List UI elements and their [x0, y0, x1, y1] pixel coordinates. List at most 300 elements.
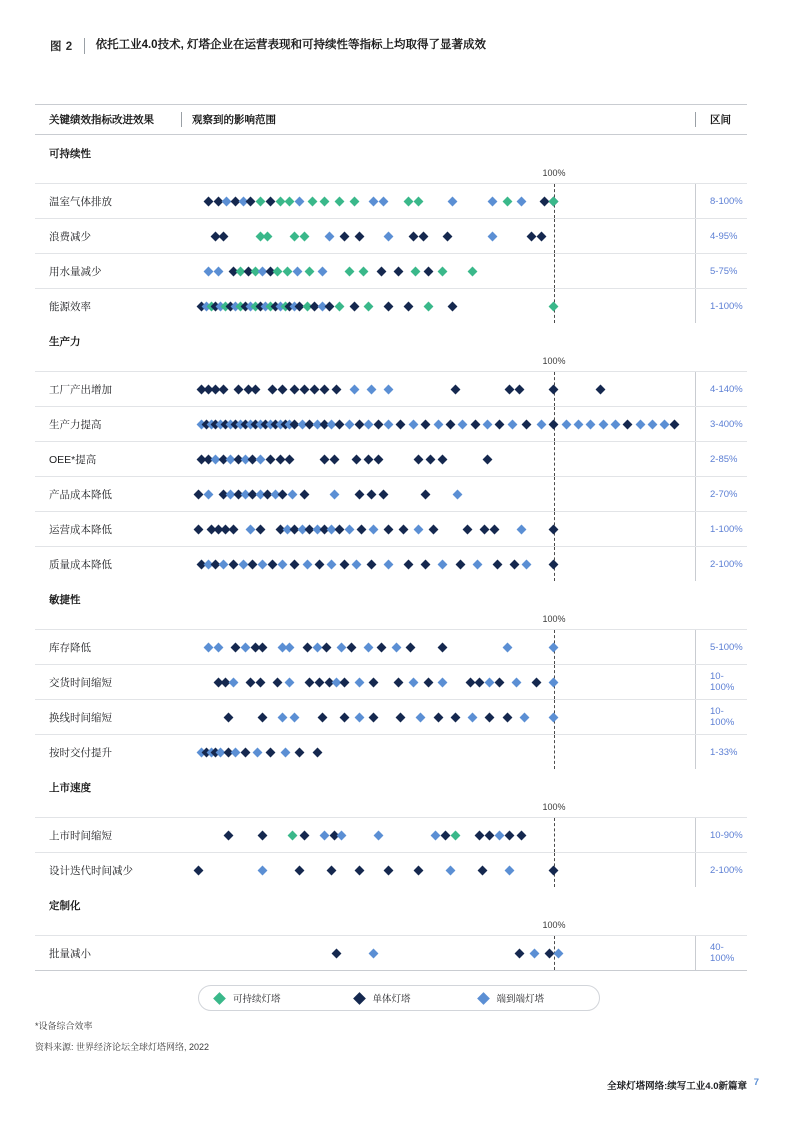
data-point	[250, 384, 260, 394]
data-point	[428, 524, 438, 534]
group-rows	[35, 183, 747, 323]
table-row	[35, 371, 747, 406]
data-point	[241, 747, 251, 757]
data-point	[492, 559, 502, 569]
data-point	[408, 419, 418, 429]
data-point	[421, 489, 431, 499]
data-point	[423, 266, 433, 276]
data-point	[473, 559, 483, 569]
legend-label: 端到端灯塔	[496, 994, 545, 1005]
kpi-plot	[181, 735, 695, 769]
kpi-plot	[181, 289, 695, 323]
kpi-plot	[181, 219, 695, 253]
reference-line-label: 100%	[542, 802, 566, 812]
data-point	[399, 524, 409, 534]
data-point	[334, 524, 344, 534]
data-point	[290, 712, 300, 722]
data-point	[258, 830, 268, 840]
data-point	[339, 677, 349, 687]
data-point	[255, 524, 265, 534]
reference-line-label: 100%	[542, 168, 566, 178]
chart-group	[35, 769, 747, 887]
data-point	[322, 642, 332, 652]
data-point	[438, 642, 448, 652]
data-point	[445, 419, 455, 429]
data-point	[320, 196, 330, 206]
data-point	[194, 524, 204, 534]
data-point	[369, 712, 379, 722]
caption-divider	[84, 38, 85, 54]
data-point	[255, 196, 265, 206]
interval-value: 1-100%	[695, 289, 747, 323]
data-point	[278, 559, 288, 569]
data-point	[320, 830, 330, 840]
group-title: 上市速度	[49, 782, 91, 794]
group-plot-wrap	[35, 802, 747, 887]
footnote-oee: *设备综合效率	[35, 1021, 93, 1031]
data-point	[384, 559, 394, 569]
data-point	[265, 747, 275, 757]
data-point	[477, 865, 487, 875]
data-point	[339, 559, 349, 569]
data-point	[369, 677, 379, 687]
interval-value: 5-100%	[695, 630, 747, 664]
data-point	[366, 559, 376, 569]
data-point	[263, 231, 273, 241]
data-point	[549, 301, 559, 311]
data-point	[384, 384, 394, 394]
kpi-label: 设计迭代时间减少	[49, 864, 133, 877]
data-point	[213, 266, 223, 276]
data-point	[537, 231, 547, 241]
chart-groups	[35, 135, 747, 970]
legend-item-end-to-end	[479, 991, 545, 1005]
interval-value: 40-100%	[695, 936, 747, 970]
data-point	[517, 524, 527, 534]
data-point	[517, 830, 527, 840]
data-point	[320, 454, 330, 464]
interval-value: 4-140%	[695, 372, 747, 406]
data-point	[295, 196, 305, 206]
interval-value: 1-33%	[695, 735, 747, 769]
kpi-plot	[181, 700, 695, 734]
data-point	[327, 559, 337, 569]
data-point	[423, 301, 433, 311]
group-rows	[35, 935, 747, 970]
data-point	[482, 454, 492, 464]
data-point	[354, 712, 364, 722]
data-point	[549, 712, 559, 722]
kpi-plot	[181, 818, 695, 852]
chart-group	[35, 323, 747, 581]
data-point	[349, 196, 359, 206]
kpi-label: OEE*提高	[49, 453, 97, 466]
data-point	[413, 865, 423, 875]
data-point	[374, 454, 384, 464]
data-point	[505, 384, 515, 394]
data-point	[438, 454, 448, 464]
data-point	[485, 712, 495, 722]
data-point	[292, 266, 302, 276]
data-point	[369, 524, 379, 534]
data-point	[487, 196, 497, 206]
data-point	[394, 266, 404, 276]
data-point	[255, 454, 265, 464]
table-row	[35, 699, 747, 734]
data-point	[448, 196, 458, 206]
group-title: 敏捷性	[49, 594, 81, 606]
data-point	[364, 642, 374, 652]
data-point	[194, 865, 204, 875]
data-point	[561, 419, 571, 429]
data-point	[514, 384, 524, 394]
data-point	[324, 231, 334, 241]
legend-swatch-green-diamond-icon	[213, 992, 226, 1005]
data-point	[369, 948, 379, 958]
data-point	[344, 419, 354, 429]
data-point	[502, 712, 512, 722]
data-point	[317, 712, 327, 722]
data-point	[438, 677, 448, 687]
kpi-plot	[181, 184, 695, 218]
data-point	[549, 384, 559, 394]
table-row	[35, 218, 747, 253]
group-title: 可持续性	[49, 148, 91, 160]
data-point	[258, 712, 268, 722]
data-point	[246, 524, 256, 534]
data-point	[502, 642, 512, 652]
interval-value: 10-90%	[695, 818, 747, 852]
data-point	[384, 301, 394, 311]
data-point	[285, 642, 295, 652]
data-point	[283, 266, 293, 276]
data-point	[455, 559, 465, 569]
interval-value: 2-70%	[695, 477, 747, 511]
data-point	[403, 196, 413, 206]
group-title: 定制化	[49, 900, 81, 912]
data-point	[376, 642, 386, 652]
kpi-label: 交货时间缩短	[49, 676, 112, 689]
data-point	[347, 642, 357, 652]
data-point	[332, 948, 342, 958]
reference-line-label: 100%	[542, 614, 566, 624]
kpi-plot	[181, 372, 695, 406]
data-point	[218, 559, 228, 569]
data-point	[413, 524, 423, 534]
data-point	[495, 677, 505, 687]
data-point	[228, 524, 238, 534]
data-point	[337, 830, 347, 840]
data-point	[334, 196, 344, 206]
data-point	[278, 712, 288, 722]
data-point	[554, 948, 564, 958]
group-plot-wrap	[35, 920, 747, 970]
kpi-impact-chart	[35, 104, 747, 971]
kpi-label: 批量减小	[49, 947, 91, 960]
data-point	[384, 524, 394, 534]
data-point	[339, 231, 349, 241]
data-point	[344, 266, 354, 276]
kpi-plot	[181, 547, 695, 581]
legend-swatch-blue-diamond-icon	[477, 992, 490, 1005]
group-rows	[35, 817, 747, 887]
kpi-label: 换线时间缩短	[49, 711, 112, 724]
table-row	[35, 664, 747, 699]
interval-value: 2-85%	[695, 442, 747, 476]
table-row	[35, 935, 747, 970]
kpi-label: 产品成本降低	[49, 488, 112, 501]
reference-line-label: 100%	[542, 920, 566, 930]
table-row	[35, 546, 747, 581]
data-point	[450, 830, 460, 840]
data-point	[507, 419, 517, 429]
data-point	[295, 865, 305, 875]
data-point	[379, 489, 389, 499]
data-point	[253, 747, 263, 757]
data-point	[278, 489, 288, 499]
data-point	[532, 677, 542, 687]
data-point	[246, 196, 256, 206]
data-point	[423, 677, 433, 687]
group-plot-wrap	[35, 168, 747, 323]
data-point	[265, 454, 275, 464]
footnote-source: 资料来源: 世界经济论坛全球灯塔网络, 2022	[35, 1042, 210, 1052]
header-interval: 区间	[695, 112, 747, 127]
data-point	[517, 196, 527, 206]
data-point	[349, 301, 359, 311]
data-point	[396, 712, 406, 722]
data-point	[438, 559, 448, 569]
group-title: 生产力	[49, 336, 81, 348]
interval-value: 1-100%	[695, 512, 747, 546]
data-point	[411, 266, 421, 276]
group-plot-wrap	[35, 614, 747, 769]
table-row	[35, 288, 747, 323]
data-point	[505, 865, 515, 875]
data-point	[300, 830, 310, 840]
reference-line	[554, 477, 555, 511]
data-point	[519, 712, 529, 722]
data-point	[280, 747, 290, 757]
data-point	[312, 747, 322, 757]
kpi-label: 按时交付提升	[49, 746, 112, 759]
table-row	[35, 629, 747, 664]
data-point	[522, 559, 532, 569]
chart-group	[35, 887, 747, 970]
data-point	[413, 196, 423, 206]
data-point	[366, 384, 376, 394]
reference-label-strip	[35, 168, 747, 183]
kpi-plot	[181, 665, 695, 699]
data-point	[421, 419, 431, 429]
data-point	[403, 559, 413, 569]
data-point	[426, 454, 436, 464]
data-point	[246, 677, 256, 687]
data-point	[502, 196, 512, 206]
data-point	[623, 419, 633, 429]
data-point	[574, 419, 584, 429]
header-impact-range: 观察到的影响范围	[181, 112, 695, 127]
data-point	[278, 384, 288, 394]
data-point	[349, 384, 359, 394]
data-point	[549, 196, 559, 206]
data-point	[406, 642, 416, 652]
kpi-label: 用水量减少	[49, 265, 102, 278]
table-row	[35, 476, 747, 511]
interval-value: 10-100%	[695, 700, 747, 734]
data-point	[317, 266, 327, 276]
kpi-label: 质量成本降低	[49, 558, 112, 571]
data-point	[300, 231, 310, 241]
data-point	[352, 454, 362, 464]
table-row	[35, 406, 747, 441]
reference-label-strip	[35, 920, 747, 935]
data-point	[258, 865, 268, 875]
data-point	[586, 419, 596, 429]
interval-value: 4-95%	[695, 219, 747, 253]
chart-group	[35, 581, 747, 769]
kpi-label: 运营成本降低	[49, 523, 112, 536]
table-row	[35, 511, 747, 546]
figure-number: 图 2	[50, 41, 73, 53]
data-point	[421, 559, 431, 569]
table-row	[35, 817, 747, 852]
data-point	[354, 677, 364, 687]
data-point	[354, 865, 364, 875]
data-point	[468, 712, 478, 722]
data-point	[213, 642, 223, 652]
data-point	[223, 712, 233, 722]
table-row	[35, 183, 747, 218]
data-point	[327, 865, 337, 875]
data-point	[329, 489, 339, 499]
data-point	[448, 301, 458, 311]
data-point	[334, 419, 344, 429]
data-point	[315, 677, 325, 687]
data-point	[218, 231, 228, 241]
data-point	[396, 419, 406, 429]
kpi-plot	[181, 853, 695, 887]
interval-value: 8-100%	[695, 184, 747, 218]
kpi-plot	[181, 477, 695, 511]
data-point	[487, 231, 497, 241]
data-point	[470, 419, 480, 429]
caption-text: 依托工业4.0技术, 灯塔企业在运营表现和可持续性等指标上均取得了显著成效	[95, 39, 486, 51]
kpi-plot	[181, 254, 695, 288]
data-point	[384, 231, 394, 241]
legend-item-sustainability	[215, 991, 281, 1005]
table-row	[35, 253, 747, 288]
kpi-label: 生产力提高	[49, 418, 102, 431]
data-point	[512, 677, 522, 687]
data-point	[295, 747, 305, 757]
data-point	[522, 419, 532, 429]
data-point	[354, 489, 364, 499]
reference-label-strip	[35, 802, 747, 817]
data-point	[300, 489, 310, 499]
data-point	[416, 712, 426, 722]
data-point	[233, 384, 243, 394]
data-point	[384, 419, 394, 429]
reference-line	[554, 442, 555, 476]
page-number: 7	[753, 1077, 759, 1088]
chart-group	[35, 135, 747, 323]
data-point	[443, 231, 453, 241]
data-point	[255, 677, 265, 687]
data-point	[287, 489, 297, 499]
data-point	[287, 830, 297, 840]
data-point	[204, 489, 214, 499]
chart-legend	[198, 985, 600, 1011]
data-point	[320, 384, 330, 394]
group-plot-wrap	[35, 356, 747, 581]
data-point	[364, 301, 374, 311]
reference-label-strip	[35, 614, 747, 629]
data-point	[204, 642, 214, 652]
reference-line	[554, 219, 555, 253]
chart-header-row	[35, 105, 747, 135]
data-point	[537, 419, 547, 429]
data-point	[394, 677, 404, 687]
data-point	[431, 830, 441, 840]
legend-swatch-navy-diamond-icon	[353, 992, 366, 1005]
data-point	[334, 301, 344, 311]
data-point	[433, 712, 443, 722]
data-point	[329, 454, 339, 464]
reference-line	[554, 254, 555, 288]
group-rows	[35, 371, 747, 581]
table-row	[35, 734, 747, 769]
data-point	[408, 677, 418, 687]
reference-line-label: 100%	[542, 356, 566, 366]
data-point	[549, 642, 559, 652]
data-point	[339, 712, 349, 722]
data-point	[505, 830, 515, 840]
group-rows	[35, 629, 747, 769]
interval-value: 10-100%	[695, 665, 747, 699]
data-point	[223, 830, 233, 840]
data-point	[228, 677, 238, 687]
kpi-plot	[181, 442, 695, 476]
data-point	[258, 642, 268, 652]
interval-value: 3-400%	[695, 407, 747, 441]
data-point	[307, 196, 317, 206]
data-point	[241, 642, 251, 652]
table-row	[35, 852, 747, 887]
kpi-label: 库存降低	[49, 641, 91, 654]
data-point	[549, 677, 559, 687]
data-point	[611, 419, 621, 429]
reference-line	[554, 735, 555, 769]
data-point	[290, 559, 300, 569]
figure-caption	[50, 38, 750, 54]
data-point	[670, 419, 680, 429]
kpi-plot	[181, 512, 695, 546]
data-point	[514, 948, 524, 958]
data-point	[450, 712, 460, 722]
data-point	[374, 830, 384, 840]
data-point	[598, 419, 608, 429]
data-point	[273, 677, 283, 687]
data-point	[450, 384, 460, 394]
kpi-plot	[181, 407, 695, 441]
data-point	[204, 196, 214, 206]
kpi-plot	[181, 630, 695, 664]
reference-line	[554, 818, 555, 852]
data-point	[204, 266, 214, 276]
data-point	[379, 196, 389, 206]
data-point	[463, 524, 473, 534]
